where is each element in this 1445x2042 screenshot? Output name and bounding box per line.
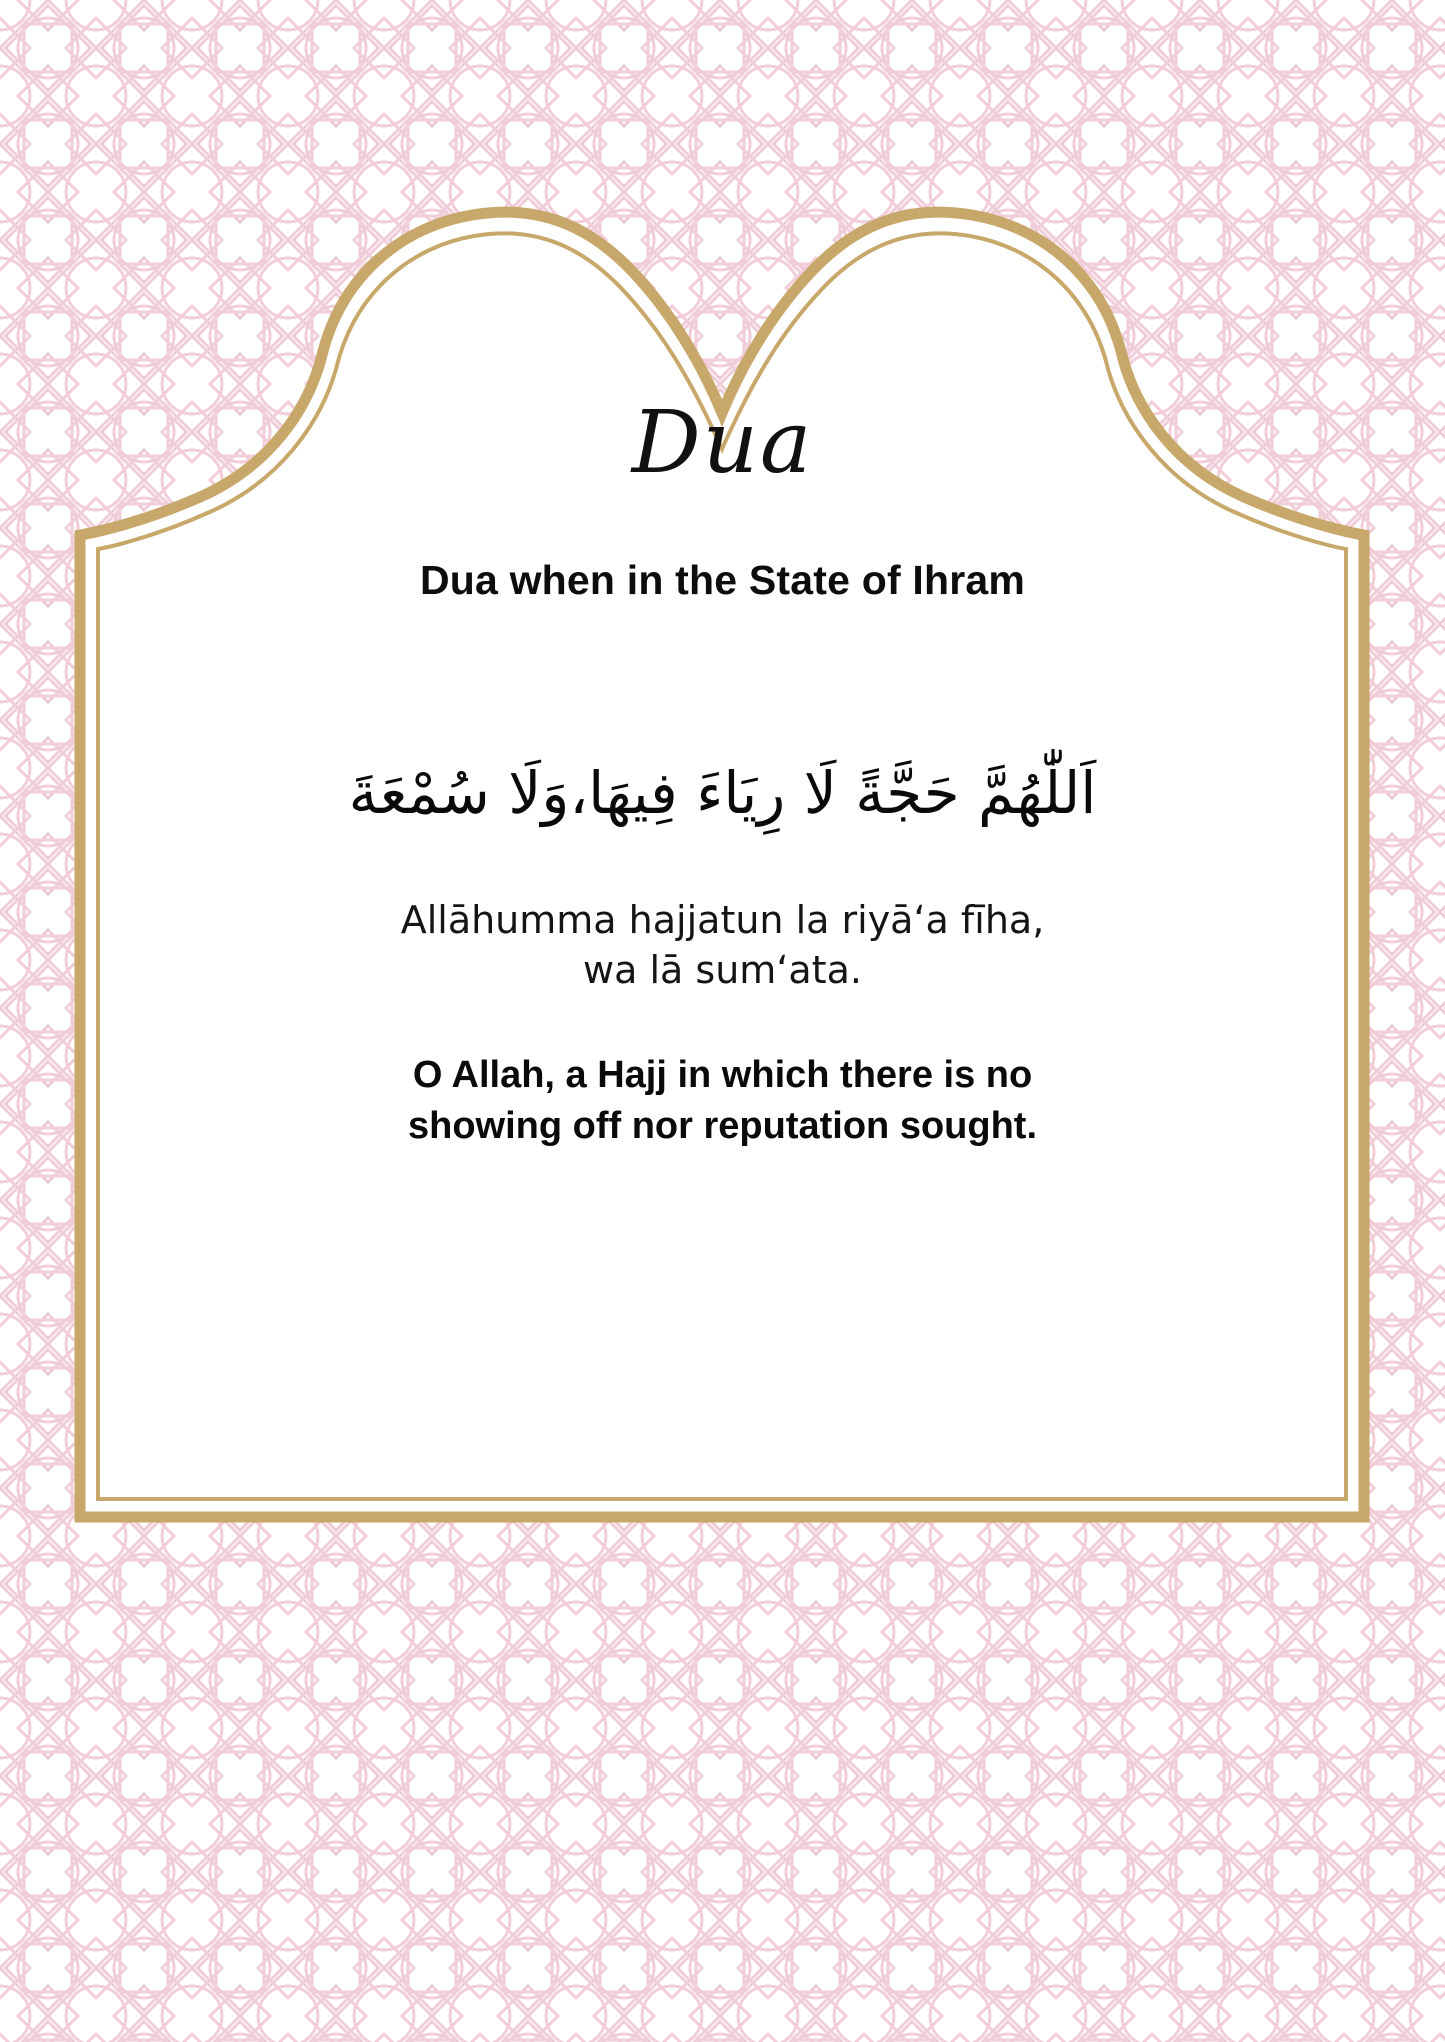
transliteration-block	[202, 895, 1243, 995]
page-title: Dua when in the State of Ihram	[419, 557, 1026, 603]
transliteration-line-2: wa lā sum‘ata.	[583, 948, 862, 993]
script-title: Dua	[631, 393, 814, 493]
transliteration-line-1: Allāhumma hajjatun la riyā‘a fīha,	[400, 898, 1045, 942]
translation-line-2: showing off nor reputation sought.	[407, 1105, 1038, 1148]
arabic-dua-text: اَللّٰهُمَّ حَجَّةً لَا رِيَاءَ فِيهَا،وَلَا سُمْعَةَ	[348, 759, 1097, 827]
translation-block	[192, 1050, 1253, 1153]
translation-line-1: O Allah, a Hajj in which there is no	[412, 1054, 1033, 1096]
card-content	[72, 205, 1373, 1525]
